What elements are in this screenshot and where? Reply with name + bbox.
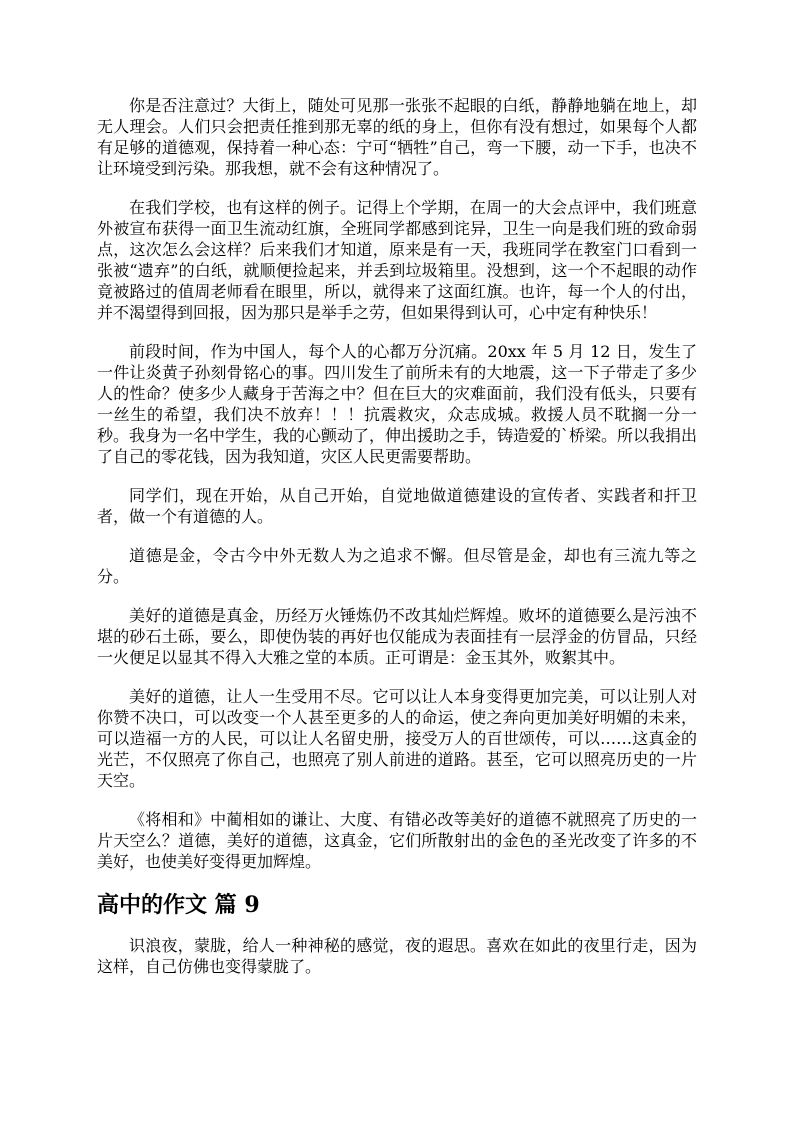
section-heading: 高中的作文 篇 9 xyxy=(97,892,260,918)
paragraph-3: 前段时间，作为中国人，每个人的心都万分沉痛。20xx 年 5 月 12 日，发生了一件让炎黄子孙刻骨铭心的事。四川发生了前所未有的大地震，这一下子带走了多少人的性命？使多少人藏身于苦海之中？但在巨大的灾难面前，我们没有低头，只要有一丝生的希望，我们决不放弃！！！抗震救灾，众志成城。救援人员不耽搁一分一秒。我身为一名中学生，我的心颤动了，伸出援助之手，铸造爱的`桥梁。所以我捐出了自己的零花钱，因为我知道，灾区人民更需要帮助。 xyxy=(97,342,698,466)
paragraph-2: 在我们学校，也有这样的例子。记得上个学期，在周一的大会点评中，我们班意外被宣布获得一面卫生流动红旗，全班同学都感到诧异，卫生一向是我们班的致命弱点，这次怎么会这样？后来我们才知道，原来是有一天，我班同学在教室门口看到一张被“遗弃”的白纸，就顺便捡起来，并丢到垃圾箱里。没想到，这一个不起眼的动作竟被路过的值周老师看在眼里，所以，就得来了这面红旗。也许，每一个人的付出，并不渴望得到回报，因为那只是举手之劳，但如果得到认可，心中定有种快乐！ xyxy=(97,198,697,322)
document-body xyxy=(97,95,697,995)
paragraph-8: 《将相和》中蔺相如的谦让、大度、有错必改等美好的道德不就照亮了历史的一片天空么？道德，美好的道德，这真金，它们所散射出的金色的圣光改变了许多的不美好，也使美好变得更加辉煌。 xyxy=(97,810,697,871)
paragraph-7: 美好的道德，让人一生受用不尽。它可以让人本身变得更加完美，可以让别人对你赞不决口，可以改变一个人甚至更多的人的命运，使之奔向更加美好明媚的未来，可以造福一方的人民，可以让人名留史册，接受万人的百世颂传，可以……这真金的光芒，不仅照亮了你自己，也照亮了别人前进的道路。甚至，它可以照亮历史的一片天空。 xyxy=(97,687,697,790)
section-paragraph-1: 识浪夜，蒙胧，给人一种神秘的感觉，夜的遐思。喜欢在如此的夜里行走，因为这样，自己仿佛也变得蒙胧了。 xyxy=(97,936,697,976)
paragraph-4: 同学们，现在开始，从自己开始，自觉地做道德建设的宣传者、实践者和扞卫者，做一个有道德的人。 xyxy=(97,486,697,526)
paragraph-6: 美好的道德是真金，历经万火锤炼仍不改其灿烂辉煌。败坏的道德要么是污浊不堪的砂石土砾，要么，即使伪装的再好也仅能成为表面挂有一层浮金的仿冒品，只经一火便足以显其不得入大雅之堂的本质。正可谓是：金玉其外，败絮其中。 xyxy=(97,606,697,667)
paragraph-1: 你是否注意过？大街上，随处可见那一张张不起眼的白纸，静静地躺在地上，却无人理会。人们只会把责任推到那无辜的纸的身上，但你有没有想过，如果每个人都有足够的道德观，保持着一种心态：宁可“牺牲”自己，弯一下腰，动一下手，也决不让环境受到污染。那我想，就不会有这种情况了。 xyxy=(97,96,697,178)
paragraph-5: 道德是金，令古今中外无数人为之追求不懈。但尽管是金，却也有三流九等之分。 xyxy=(97,546,697,586)
